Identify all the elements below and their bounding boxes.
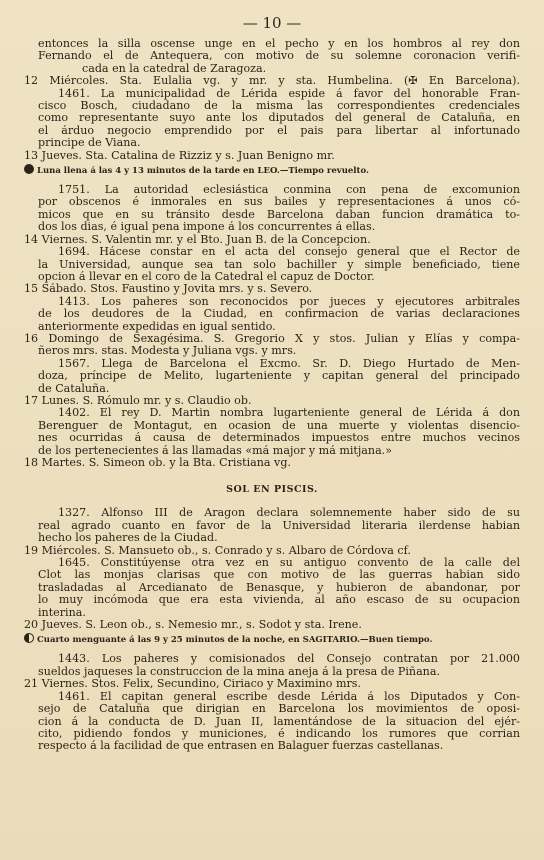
text-line: real agrado cuanto en favor de la Universidad literaria ilerdense habian	[38, 519, 520, 532]
text-line: lo muy incómoda que era esta vivienda, al año escaso de su ocupacion	[38, 594, 520, 607]
text-line: ñeros mrs. stas. Modesta y Juliana vgs. y mrs.	[38, 345, 297, 358]
day-entry: 21 Viernes. Stos. Felix, Secundino, Ciriaco y Maximino mrs.	[24, 678, 362, 691]
text-line: nes ocurridas á causa de determinados impuestos entre muchos vecinos	[38, 432, 520, 445]
text-line: sejo de Cataluña que dirigian en Barcelona los movimientos de oposi-	[38, 703, 520, 716]
page-number: — 10 —	[242, 14, 302, 32]
text-line: de los pertenecientes á las llamadas «má major y má mitjana.»	[38, 444, 392, 457]
text-line: respecto á la facilidad de que entrasen en Balaguer fuerzas castellanas.	[38, 740, 444, 753]
text-line: 1567. Llega de Barcelona el Excmo. Sr. D. Diego Hurtado de Men-	[58, 357, 520, 370]
day-entry: 17 Lunes. S. Rómulo mr. y s. Claudio ob.	[24, 394, 252, 407]
text-line: 1461. La municipalidad de Lérida espide á favor del honorable Fran-	[58, 87, 520, 100]
day-entry: 16 Domingo de Sexagésima. S. Gregorio X y stos. Julian y Elías y compa-	[24, 332, 520, 345]
last-quarter-moon-icon	[24, 633, 34, 643]
text-line: 1461. El capitan general escribe desde Lérida á los Diputados y Con-	[58, 690, 520, 703]
day-entry: 12 Miércoles. Sta. Eulalia vg. y mr. y sta. Humbelina. (✠ En Barcelona).	[24, 75, 520, 88]
text-line: trasladadas al Arcedianato de Benasque, y hubieron de abandonar, por	[38, 581, 520, 594]
section-heading: SOL EN PISCIS.	[226, 484, 318, 496]
text-line: de Cataluña.	[38, 382, 110, 395]
text-line: Berenguer de Montagut, en ocasion de una muerte y violentas disencio-	[38, 419, 520, 432]
text-line: 1751. La autoridad eclesiástica conmina con pena de excomunion	[58, 184, 520, 197]
day-entry: 18 Martes. S. Simeon ob. y la Bta. Cristiana vg.	[24, 457, 291, 469]
text-line: como representante suyo ante los diputados del general de Cataluña, en	[38, 112, 520, 125]
text-line: principe de Viana.	[38, 137, 141, 150]
text-line: hecho los paheres de la Ciudad.	[38, 532, 218, 545]
moon-phase-note-1	[24, 164, 520, 178]
text-line: 1327. Alfonso III de Aragon declara solemnemente haber sido de su	[58, 507, 520, 520]
text-line: dos los dias, é igual pena impone á los concurrentes á ellas.	[38, 221, 376, 234]
day-entry: 20 Jueves. S. Leon ob., s. Nemesio mr., s. Sodot y sta. Irene.	[24, 619, 362, 632]
text-block-2	[24, 184, 520, 469]
text-block-1	[24, 38, 520, 162]
text-line: micos que en su tránsito desde Barcelona daban funcion dramática to-	[38, 208, 520, 221]
day-entry: 19 Miércoles. S. Mansueto ob., s. Conrado y s. Álbaro de Córdova cf.	[24, 544, 411, 557]
moon-phase-text: Luna llena á las 4 y 13 minutos de la tarde en LEO.—Tiempo revuelto.	[37, 166, 369, 177]
text-line: 1694. Hácese constar en el acta del consejo general que el Rector de	[58, 246, 520, 259]
day-entry: 15 Sábado. Stos. Faustino y Jovita mrs. y s. Severo.	[24, 283, 313, 296]
text-line: sueldos jaqueses la construccion de la mina aneja á la presa de Piñana.	[38, 665, 440, 678]
text-line: 1413. Los paheres son reconocidos por jueces y ejecutores arbitrales	[58, 295, 520, 308]
text-line: doza, príncipe de Melito, lugarteniente y capitan general del principado	[38, 370, 520, 383]
text-line: Fernando el de Antequera, con motivo de su solemne coronacion verifi-	[38, 50, 520, 63]
moon-phase-text: Cuarto menguante á las 9 y 25 minutos de la noche, en SAGITARIO.—Buen tiempo.	[37, 635, 433, 646]
text-line: de los deudores de la Ciudad, en confirmacion de varias declaraciones	[38, 308, 520, 321]
text-line: entonces la silla oscense unge en el pecho y en los hombros al rey don	[38, 38, 520, 50]
text-line: 1402. El rey D. Martin nombra lugarteniente general de Lérida á don	[58, 407, 520, 420]
text-line: anteriormente expedidas en igual sentido.	[38, 320, 276, 333]
text-line: cion á la conducta de D. Juan II, lamentándose de la situacion del ejér-	[38, 715, 520, 728]
text-block-3	[24, 507, 520, 631]
moon-phase-note-2	[24, 633, 520, 647]
text-line: 1645. Constitúyense otra vez en su antiguo convento de la calle del	[58, 557, 520, 570]
full-moon-icon	[24, 164, 34, 174]
text-line: el árduo negocio emprendido por el pais para libertar al infortunado	[38, 124, 520, 137]
text-line: Clot las monjas clarisas que con motivo de las guerras habian sido	[38, 569, 520, 582]
text-line: interina.	[38, 606, 86, 619]
day-entry: 14 Viernes. S. Valentin mr. y el Bto. Juan B. de la Concepcion.	[24, 233, 371, 246]
text-block-4	[24, 653, 520, 752]
text-line: cisco Bosch, ciudadano de la misma las correspondientes credenciales	[38, 100, 520, 113]
text-line: 1443. Los paheres y comisionados del Consejo contratan por 21.000	[58, 653, 520, 666]
text-line: cada en la catedral de Zaragoza.	[82, 62, 267, 75]
text-line: opcion á llevar en el coro de la Catedral el capuz de Doctor.	[38, 270, 375, 283]
day-entry: 13 Jueves. Sta. Catalina de Rizziz y s. Juan Benigno mr.	[24, 149, 335, 162]
text-line: cito, pidiendo fondos y municiones, é indicando los rumores que corrian	[38, 727, 520, 740]
text-line: por obscenos é inmorales en sus bailes y representaciones á unos có-	[38, 196, 520, 209]
text-line: la Universidad, aunque sea tan solo bachiller y simple beneficiado, tiene	[38, 258, 520, 271]
